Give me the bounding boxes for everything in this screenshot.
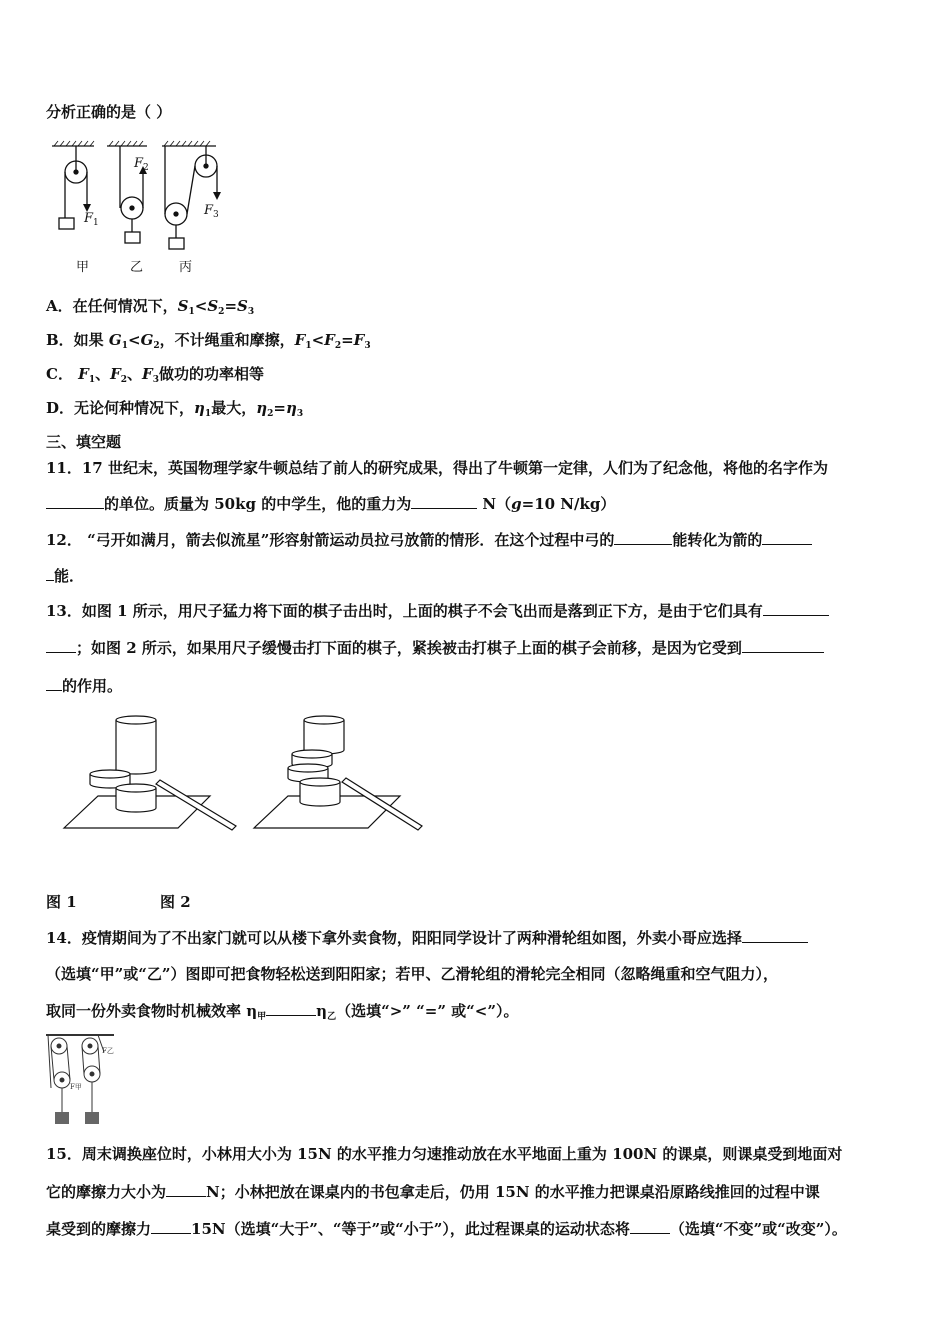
q14-line2: （选填“甲”或“乙”）图即可把食物轻松送到阳阳家；若甲、乙滑轮组的滑轮完全相同（忽略绳重和空气阻力）， [46,965,779,983]
symbol-f2: F [110,365,121,383]
symbol-g: g [511,495,522,513]
symbol-s2: S [207,297,219,315]
chess-caption-2: 图 2 [160,893,191,911]
q12-text: 能． [54,567,85,585]
answer-blank[interactable] [630,1219,670,1234]
section-title: 三、填空题 [46,433,122,451]
q13-line3 [46,676,122,696]
answer-blank[interactable] [742,928,808,943]
q15-text: 15N（选填“大于”、“等于”或“小于”），此过程课桌的运动状态将 [191,1220,630,1238]
option-c-prefix: C． [46,365,79,383]
q15-line3 [46,1219,847,1239]
symbol-s1: S [177,297,189,315]
pulley-figure [44,136,244,276]
q15-text: 桌受到的摩擦力 [46,1220,152,1238]
answer-blank[interactable] [742,638,824,653]
chess-figure [60,712,440,837]
answer-blank[interactable] [266,1001,316,1016]
option-b-prefix: B．如果 [46,331,109,349]
q15-text: （选填“不变”或“改变”）。 [669,1220,847,1238]
label-bing: 丙 [179,260,193,275]
sub-yi: 乙 [327,1012,337,1022]
answer-blank[interactable] [763,601,829,616]
sub-jia: 甲 [257,1012,267,1022]
q14-line3 [46,1001,519,1027]
option-a-prefix: A．在任何情况下， [46,297,178,315]
symbol-s3: S [237,297,248,315]
answer-blank[interactable] [151,1219,191,1234]
q13-line1 [46,601,829,621]
symbol-f1: F [78,365,89,383]
symbol-eta3: η [285,399,297,417]
label-jia: 甲 [76,260,90,275]
op-lt: < [311,331,325,349]
answer-blank[interactable] [46,494,104,509]
option-d [46,398,303,424]
symbol-f3: F [353,331,365,349]
answer-blank[interactable] [46,638,76,653]
small-label-yi: F乙 [102,1047,114,1055]
small-pulley-figure [44,1032,120,1128]
option-d-prefix: D．无论何种情况下， [46,399,195,417]
answer-blank[interactable] [166,1182,206,1197]
q12-text: 12． “弓开如满月，箭去似流星”形容射箭运动员拉弓放箭的情形．在这个过程中弓的 [46,531,615,549]
sub-2: 2 [267,409,274,419]
symbol-g1: G [108,331,122,349]
q11-text: 的单位。质量为 50kg 的中学生，他的重力为 [104,495,412,513]
sub-2: 2 [334,341,342,351]
q11-text: =10 N/kg） [521,495,616,513]
q14-text: η [316,1002,328,1020]
answer-blank[interactable] [614,530,672,545]
option-b-mid: ，不计绳重和摩擦， [159,331,295,349]
chess-diagram [60,712,440,837]
q15-line1: 15．周末调换座位时，小林用大小为 15N 的水平推力匀速推动放在水平地面上重为 100N 的课桌，则课桌受到地面对 [46,1145,843,1163]
q15-text: N；小林把放在课桌内的书包拿走后，仍用 15N 的水平推力把课桌沿原路线推回的过程中课 [206,1183,820,1201]
q14-text: 14．疫情期间为了不出家门就可以从楼下拿外卖食物，阳阳同学设计了两种滑轮组如图，外卖小哥应选择 [46,929,742,947]
question-lead: 分析正确的是（ ） [46,103,172,121]
q11-line1: 11．17 世纪末，英国物理学家牛顿总结了前人的研究成果，得出了牛顿第一定律，人们为了纪念他，将他的名字作为 [46,459,828,477]
symbol-eta2: η [256,399,268,417]
symbol-f2: F [324,331,335,349]
answer-blank[interactable] [46,566,54,581]
sub-3: 3 [364,341,371,351]
q15-text: 它的摩擦力大小为 [46,1183,167,1201]
q14-text: （选填“>” “=” 或“<”）。 [336,1002,519,1020]
sub-1: 1 [121,341,128,351]
q12-line1 [46,530,812,550]
symbol-f1: F [294,331,306,349]
symbol-eta1: η [194,399,205,417]
sep: 、 [95,365,111,383]
sub-1: 1 [188,307,195,317]
force-label: F [134,156,144,171]
answer-blank[interactable] [46,676,62,691]
op-lt: < [194,297,208,315]
op-eq: = [341,331,354,349]
symbol-f3: F [142,365,153,383]
q12-line2 [46,566,84,586]
answer-blank[interactable] [762,530,812,545]
force-label-f1 [84,211,99,228]
force-sub: 3 [213,210,219,220]
q15-line2 [46,1182,820,1202]
q14-line1 [46,928,808,948]
sub-3: 3 [152,375,159,385]
q13-line2 [46,638,824,658]
force-label: F [204,203,214,218]
q13-text: ；如图 2 所示，如果用尺子缓慢击打下面的棋子，紧挨被击打棋子上面的棋子会前移，是因为它受到 [76,639,742,657]
sep: 、 [127,365,143,383]
force-label: F [84,211,94,226]
sub-2: 2 [120,375,128,385]
sub-3: 3 [247,307,255,317]
op-eq: = [224,297,238,315]
op-eq: = [273,399,286,417]
chess-caption-1: 图 1 [46,893,77,911]
answer-blank[interactable] [411,494,477,509]
option-c-suffix: 做功的功率相等 [158,365,264,383]
sub-3: 3 [296,409,304,419]
symbol-g2: G [140,331,154,349]
q13-text: 13．如图 1 所示，用尺子猛力将下面的棋子击出时，上面的棋子不会飞出而是落到正下方，是由于它们具有 [46,602,763,620]
option-d-mid: 最大， [211,399,257,417]
q12-text: 能转化为箭的 [672,531,763,549]
force-label-f2 [134,156,149,173]
q13-text: 的作用。 [62,677,123,695]
q14-text: 取同一份外卖食物时机械效率 η [46,1002,258,1020]
label-yi: 乙 [130,260,144,275]
sub-1: 1 [305,341,312,351]
q11-line2 [46,494,615,514]
small-label-jia: F甲 [70,1083,82,1091]
q11-text: N（ [477,495,512,513]
force-sub: 2 [143,163,149,173]
sub-2: 2 [218,307,225,317]
option-b [46,330,371,356]
op-lt: < [127,331,141,349]
sub-1: 1 [204,409,212,419]
sub-2: 2 [153,341,160,351]
sub-1: 1 [88,375,96,385]
option-c [46,364,264,390]
force-sub: 1 [93,218,99,228]
force-label-f3 [204,203,219,220]
option-a [46,296,254,322]
